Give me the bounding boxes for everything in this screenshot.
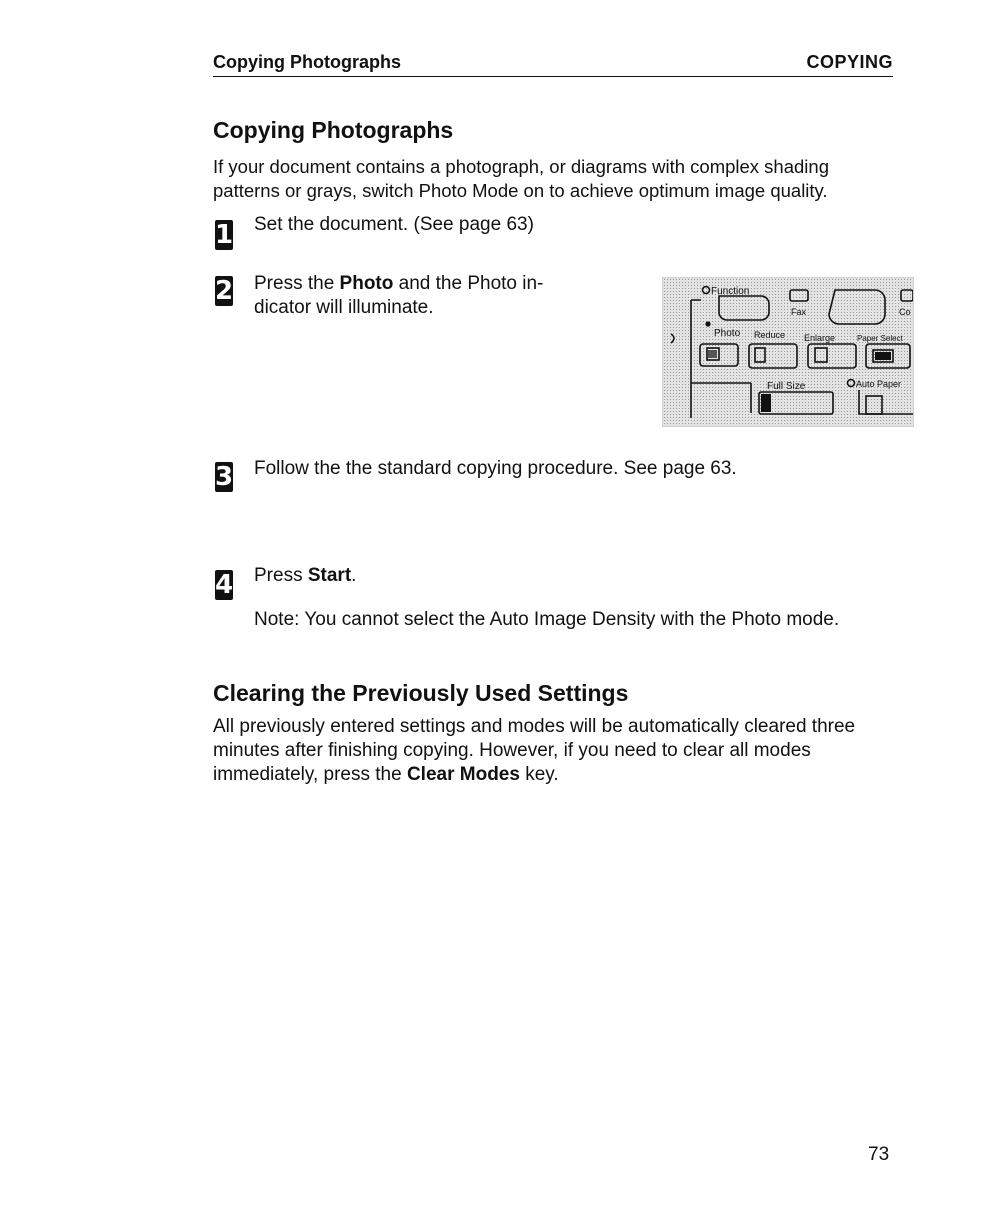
clearing-line-3 [213, 763, 893, 787]
panel-label-enlarge: Enlarge [804, 333, 836, 343]
step-4-start-key: Start [307, 565, 352, 586]
section-title-clearing-settings: Clearing the Previously Used Settings [213, 680, 629, 706]
auto-paper-key-glyph [866, 396, 882, 414]
function-indicator-icon [703, 287, 710, 294]
header-section-title: Copying Photographs [213, 52, 401, 72]
step-3-text: Follow the the standard copying procedure. See page 63. [254, 458, 737, 479]
panel-label-function: Function [711, 286, 750, 297]
step-4-note: Note: You cannot select the Auto Image Density with the Photo mode. [254, 609, 840, 630]
intro-paragraph [213, 155, 913, 203]
function-button-icon [719, 296, 769, 320]
panel-label-copy: Co [899, 307, 911, 317]
section-title-copying-photographs: Copying Photographs [213, 117, 454, 143]
page-number: 73 [868, 1144, 890, 1165]
panel-label-auto-paper: Auto Paper [856, 379, 902, 389]
photo-indicator-icon [705, 321, 710, 326]
step-2-text [254, 272, 594, 320]
step-2-number-icon: 2 [215, 276, 234, 306]
clearing-line-1: All previously entered settings and modes will be automatically cleared three [213, 716, 856, 737]
clearing-paragraph [213, 715, 893, 787]
step-4-number-icon: 4 [215, 570, 234, 600]
clearing-line-3-after: key. [519, 764, 559, 785]
panel-label-photo: Photo [714, 328, 741, 339]
panel-frame-bottom [691, 383, 751, 413]
intro-line-1: If your document contains a photograph, or diagrams with complex shading [213, 156, 829, 177]
running-header [213, 52, 893, 77]
enlarge-key-glyph [815, 348, 827, 362]
panel-label-fax: Fax [791, 307, 807, 317]
paper-select-glyph-fill [875, 352, 891, 360]
step-2-text-before: Press the [254, 273, 340, 294]
fax-key-icon [790, 290, 808, 301]
panel-label-full-size: Full Size [767, 381, 806, 392]
clearing-line-3-before: immediately, press the [213, 764, 407, 785]
reduce-key-glyph [755, 348, 765, 362]
header-chapter-title: COPYING [806, 52, 893, 72]
copy-button-icon [829, 290, 885, 324]
step-4-text-after: . [351, 565, 357, 586]
panel-label-reduce: Reduce [754, 330, 786, 340]
control-panel-illustration [662, 277, 914, 427]
panel-label-paper-select: Paper Select [857, 334, 903, 343]
photo-glyph-fill [708, 350, 717, 358]
step-2-photo-key: Photo [339, 273, 394, 294]
step-3-number-icon: 3 [215, 462, 234, 492]
step-2-line-2: dicator will illuminate. [254, 297, 434, 318]
auto-paper-button-icon [859, 390, 913, 414]
auto-paper-indicator-icon [848, 380, 855, 387]
clearing-line-2: minutes after finishing copying. However, if you need to clear all modes [213, 740, 811, 761]
copy-key-icon [901, 290, 913, 301]
step-1-text: Set the document. (See page 63) [254, 214, 534, 235]
step-4-text [254, 564, 356, 588]
step-4-text-before: Press [254, 565, 308, 586]
step-2-text-after: and the Photo in- [393, 273, 544, 294]
panel-edge-icon [671, 334, 674, 343]
intro-line-2: patterns or grays, switch Photo Mode on to achieve optimum image quality. [213, 180, 828, 201]
clear-modes-key: Clear Modes [406, 764, 520, 785]
full-size-fill [761, 394, 771, 412]
step-1-number-icon: 1 [215, 220, 234, 250]
